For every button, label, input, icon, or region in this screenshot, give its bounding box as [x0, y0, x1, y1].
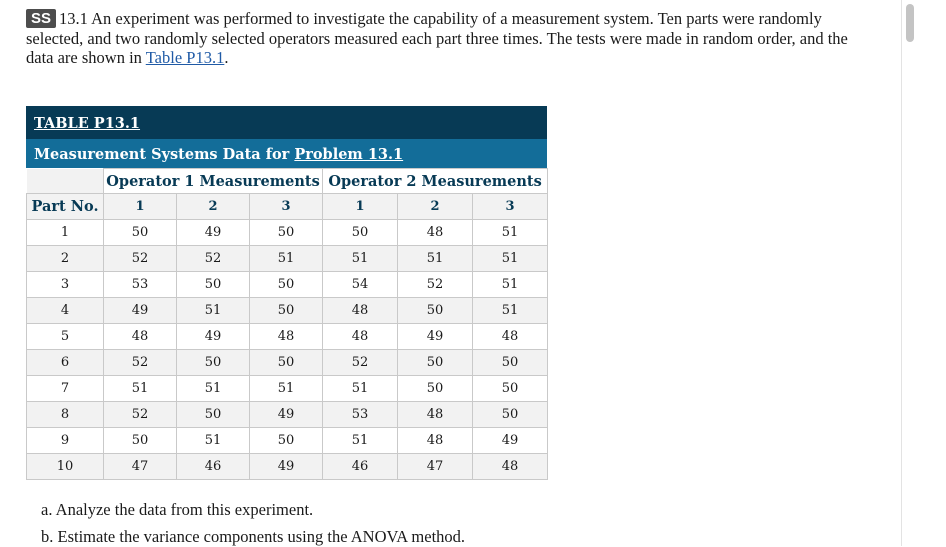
part-number-cell: 2 [27, 246, 104, 272]
measurement-cell: 48 [398, 220, 473, 246]
measurement-cell: 52 [398, 272, 473, 298]
measurement-cell: 51 [473, 272, 548, 298]
measurement-cell: 52 [323, 350, 398, 376]
measurement-cell: 51 [177, 298, 250, 324]
measurement-cell: 50 [177, 272, 250, 298]
column-header: Part No. [27, 194, 104, 220]
measurement-cell: 51 [323, 428, 398, 454]
measurement-cell: 49 [104, 298, 177, 324]
measurement-cell: 50 [250, 428, 323, 454]
measurement-cell: 50 [177, 402, 250, 428]
data-table [26, 106, 547, 480]
table-row [27, 350, 548, 376]
measurement-cell: 54 [323, 272, 398, 298]
measurement-cell: 48 [398, 402, 473, 428]
measurement-cell: 48 [473, 324, 548, 350]
table-row [27, 428, 548, 454]
part-number-cell: 5 [27, 324, 104, 350]
column-header: 3 [473, 194, 548, 220]
measurement-cell: 51 [323, 246, 398, 272]
question-a: a. Analyze the data from this experiment. [41, 500, 314, 519]
measurement-cell: 48 [104, 324, 177, 350]
measurement-cell: 50 [250, 220, 323, 246]
problem-statement [26, 9, 876, 68]
measurement-cell: 50 [473, 376, 548, 402]
column-header-row [27, 194, 548, 220]
table-row [27, 376, 548, 402]
measurement-cell: 46 [177, 454, 250, 480]
measurement-cell: 48 [323, 298, 398, 324]
measurement-cell: 53 [104, 272, 177, 298]
column-header: 1 [323, 194, 398, 220]
group-header-row [27, 169, 548, 194]
column-header: 2 [177, 194, 250, 220]
column-header: 1 [104, 194, 177, 220]
measurement-cell: 50 [104, 220, 177, 246]
measurement-cell: 51 [250, 376, 323, 402]
measurement-cell: 49 [177, 220, 250, 246]
measurement-cell: 50 [250, 272, 323, 298]
measurement-cell: 51 [473, 246, 548, 272]
part-number-cell: 1 [27, 220, 104, 246]
measurement-cell: 49 [250, 454, 323, 480]
measurement-cell: 50 [250, 298, 323, 324]
part-number-cell: 10 [27, 454, 104, 480]
measurement-cell: 49 [250, 402, 323, 428]
part-number-cell: 6 [27, 350, 104, 376]
measurement-cell: 49 [473, 428, 548, 454]
problem-end: . [224, 48, 229, 67]
measurement-cell: 51 [473, 220, 548, 246]
measurement-cell: 48 [398, 428, 473, 454]
table-row [27, 402, 548, 428]
measurement-cell: 52 [177, 246, 250, 272]
measurement-cell: 50 [398, 350, 473, 376]
table-row [27, 454, 548, 480]
measurement-cell: 51 [177, 428, 250, 454]
table-subtitle [26, 139, 547, 168]
table-row [27, 272, 548, 298]
table-row [27, 298, 548, 324]
measurement-cell: 48 [323, 324, 398, 350]
measurement-cell: 49 [398, 324, 473, 350]
ss-badge: SS [26, 9, 56, 28]
measurement-cell: 48 [250, 324, 323, 350]
measurement-cell: 50 [104, 428, 177, 454]
measurement-cell: 48 [473, 454, 548, 480]
measurement-cell: 50 [398, 298, 473, 324]
table-title: TABLE P13.1 [26, 106, 547, 139]
measurement-cell: 50 [250, 350, 323, 376]
problem-link[interactable]: Problem 13.1 [294, 146, 404, 163]
group-blank-cell [27, 169, 104, 194]
question-b: b. Estimate the variance components using the ANOVA method. [41, 527, 466, 546]
measurement-cell: 52 [104, 246, 177, 272]
measurement-cell: 50 [177, 350, 250, 376]
measurement-cell: 47 [104, 454, 177, 480]
group-header-operator-1: Operator 1 Measurements [104, 169, 323, 194]
table-subtitle-prefix: Measurement Systems Data for [34, 146, 295, 163]
measurement-cell: 53 [323, 402, 398, 428]
measurement-cell: 49 [177, 324, 250, 350]
measurement-cell: 50 [473, 350, 548, 376]
measurement-cell: 51 [323, 376, 398, 402]
column-header: 3 [250, 194, 323, 220]
part-number-cell: 4 [27, 298, 104, 324]
measurement-table [26, 168, 548, 480]
group-header-operator-2: Operator 2 Measurements [323, 169, 548, 194]
part-number-cell: 7 [27, 376, 104, 402]
measurement-cell: 50 [323, 220, 398, 246]
measurement-cell: 50 [473, 402, 548, 428]
table-row [27, 220, 548, 246]
scrollbar[interactable] [901, 0, 946, 546]
measurement-cell: 51 [473, 298, 548, 324]
measurement-cell: 47 [398, 454, 473, 480]
part-number-cell: 8 [27, 402, 104, 428]
table-row [27, 246, 548, 272]
measurement-cell: 52 [104, 350, 177, 376]
measurement-cell: 51 [104, 376, 177, 402]
problem-text: 13.1 An experiment was performed to investigate the capability of a measurement system. Ten parts were randomly selected, and two randomly selected operators measured each part three times. The tests were made in random order, and the data are shown in [26, 9, 848, 67]
measurement-cell: 50 [398, 376, 473, 402]
measurement-cell: 51 [250, 246, 323, 272]
measurement-cell: 51 [177, 376, 250, 402]
table-link[interactable]: Table P13.1 [145, 48, 225, 67]
measurement-cell: 46 [323, 454, 398, 480]
scroll-thumb[interactable] [906, 4, 914, 42]
table-row [27, 324, 548, 350]
column-header: 2 [398, 194, 473, 220]
measurement-cell: 52 [104, 402, 177, 428]
part-number-cell: 9 [27, 428, 104, 454]
part-number-cell: 3 [27, 272, 104, 298]
measurement-cell: 51 [398, 246, 473, 272]
